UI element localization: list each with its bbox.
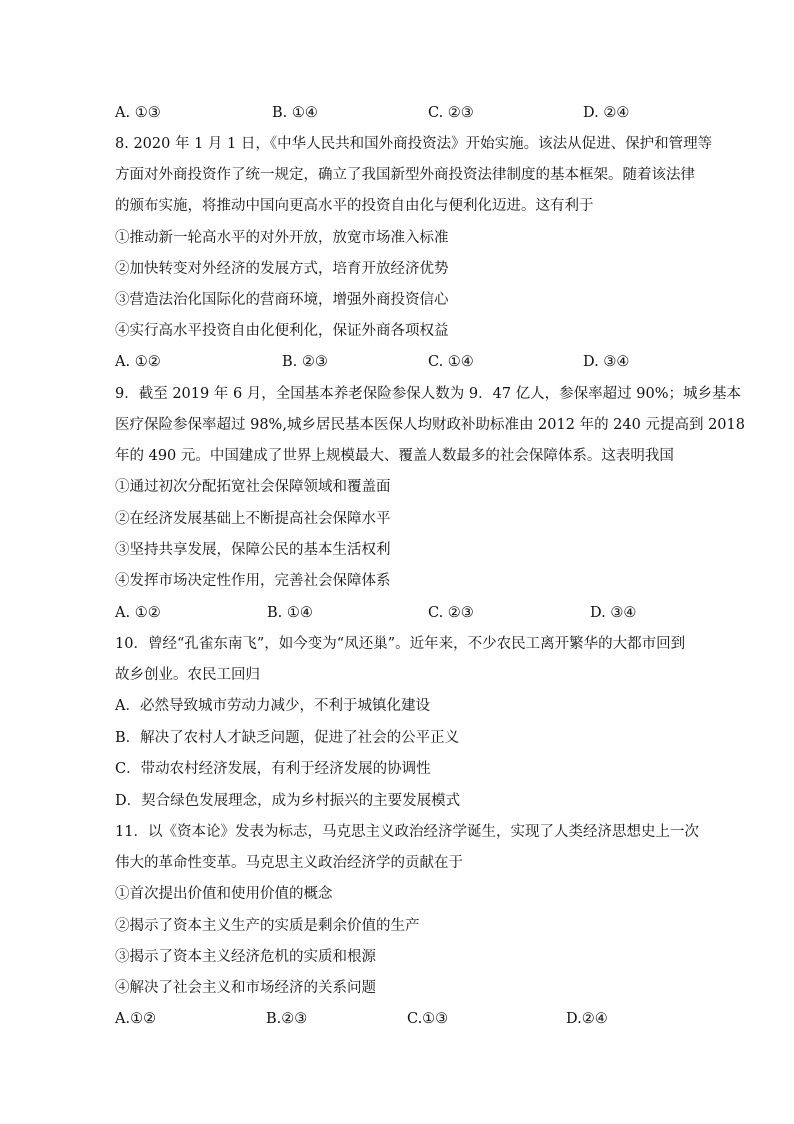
q9-option-d: D. ③④ <box>590 605 637 621</box>
q7-option-a: A. ①③ <box>115 105 161 121</box>
q8-stem-line-2: 方面对外商投资作了统一规定，确立了我国新型外商投资法律制度的基本框架。随着该法律 <box>115 167 695 183</box>
q8-option-c: C. ①④ <box>428 354 474 370</box>
q11-options <box>115 1009 715 1029</box>
q9-option-c: C. ②③ <box>428 605 474 621</box>
q11-option-d: D.②④ <box>566 1011 608 1027</box>
q11-option-c: C.①③ <box>407 1011 449 1027</box>
q11-option-a: A.①② <box>115 1011 157 1027</box>
q7-options <box>115 103 715 123</box>
q9-item-1: ①通过初次分配拓宽社会保障领域和覆盖面 <box>115 479 391 495</box>
q9-item-3: ③坚持共享发展，保障公民的基本生活权利 <box>115 542 391 558</box>
q11-item-1: ①首次提出价值和使用价值的概念 <box>115 886 333 902</box>
q10-choice-d: D．契合绿色发展理念，成为乡村振兴的主要发展模式 <box>115 793 461 809</box>
q8-item-1: ①推动新一轮高水平的对外开放，放宽市场准入标准 <box>115 230 449 246</box>
q8-item-2: ②加快转变对外经济的发展方式，培育开放经济优势 <box>115 261 449 277</box>
q9-item-2: ②在经济发展基础上不断提高社会保障水平 <box>115 511 391 527</box>
q8-option-a: A. ①② <box>115 354 161 370</box>
q8-item-4: ④实行高水平投资自由化便利化，保证外商各项权益 <box>115 323 449 339</box>
q11-item-4: ④解决了社会主义和市场经济的关系问题 <box>115 980 376 996</box>
q7-option-c: C. ②③ <box>428 105 474 121</box>
q9-stem-line-3: 年的 490 元。中国建成了世界上规模最大、覆盖人数最多的社会保障体系。这表明我国 <box>115 448 674 464</box>
q11-stem-line-2: 伟大的革命性变革。马克思主义政治经济学的贡献在于 <box>115 855 463 871</box>
q11-item-3: ③揭示了资本主义经济危机的实质和根源 <box>115 949 376 965</box>
q8-stem-line-1: 8. 2020 年 1 月 1 日，《中华人民共和国外商投资法》开始实施。该法从促进、保护和管理等 <box>115 136 713 152</box>
q10-choice-a: A．必然导致城市劳动力减少，不利于城镇化建设 <box>115 698 430 714</box>
q8-option-b: B. ②③ <box>282 354 328 370</box>
q8-option-d: D. ③④ <box>583 354 630 370</box>
q7-option-b: B. ①④ <box>272 105 318 121</box>
q9-stem-line-1: 9．截至 2019 年 6 月，全国基本养老保险参保人数为 9．47 亿人，参保率超过 90%；城乡基本 <box>115 386 742 402</box>
q8-stem-line-3: 的颁布实施，将推动中国向更高水平的投资自由化与便利化迈进。这有利于 <box>115 198 594 214</box>
q7-option-d: D. ②④ <box>583 105 630 121</box>
q10-choice-c: C．带动农村经济发展，有利于经济发展的协调性 <box>115 761 431 777</box>
q11-option-b: B.②③ <box>266 1011 308 1027</box>
q8-options <box>115 352 715 372</box>
q9-item-4: ④发挥市场决定性作用，完善社会保障体系 <box>115 573 391 589</box>
q9-option-b: B. ①④ <box>267 605 313 621</box>
q10-stem-line-2: 故乡创业。农民工回归 <box>115 667 260 683</box>
q10-choice-b: B．解决了农村人才缺乏问题，促进了社会的公平正义 <box>115 730 460 746</box>
q11-stem-line-1: 11．以《资本论》发表为标志，马克思主义政治经济学诞生，实现了人类经济思想史上一次 <box>115 824 699 840</box>
q9-options <box>115 603 715 623</box>
q10-stem-line-1: 10．曾经“孔雀东南飞”，如今变为“凤还巢”。近年来，不少农民工离开繁华的大都市回到 <box>115 636 686 652</box>
q8-item-3: ③营造法治化国际化的营商环境，增强外商投资信心 <box>115 292 449 308</box>
q9-stem-line-2: 医疗保险参保率超过 98%,城乡居民基本医保人均财政补助标准由 2012 年的 240 元提高到 2018 <box>115 417 745 433</box>
q11-item-2: ②揭示了资本主义生产的实质是剩余价值的生产 <box>115 918 420 934</box>
q9-option-a: A. ①② <box>115 605 161 621</box>
